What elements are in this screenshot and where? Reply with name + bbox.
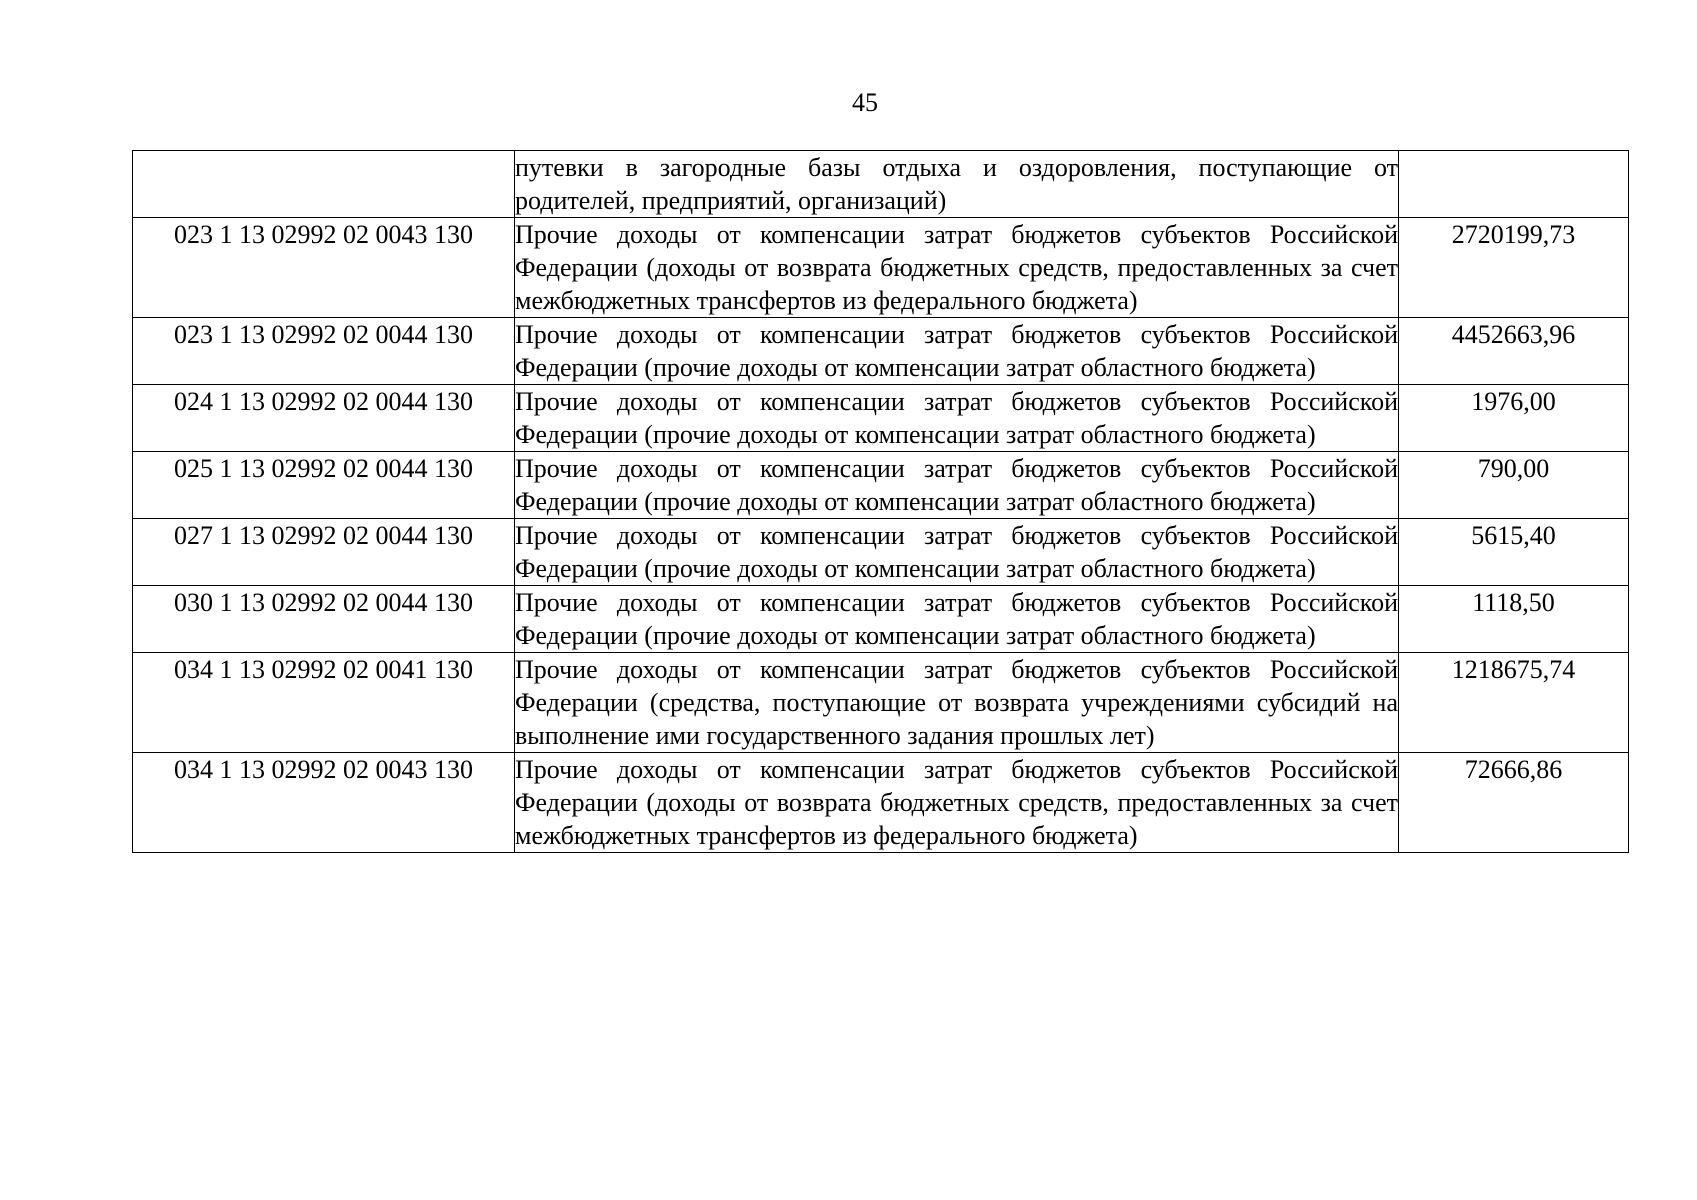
- description-cell: Прочие доходы от компенсации затрат бюджетов субъектов Российской Федерации (прочие доходы от компенсации затрат областного бюджета): [515, 385, 1399, 452]
- amount-cell: 4452663,96: [1399, 318, 1629, 385]
- table-row: [133, 452, 1629, 519]
- description-cell: Прочие доходы от компенсации затрат бюджетов субъектов Российской Федерации (прочие доходы от компенсации затрат областного бюджета): [515, 519, 1399, 586]
- description-cell: Прочие доходы от компенсации затрат бюджетов субъектов Российской Федерации (прочие доходы от компенсации затрат областного бюджета): [515, 318, 1399, 385]
- description-cell: Прочие доходы от компенсации затрат бюджетов субъектов Российской Федерации (средства, поступающие от возврата учреждениями субсидий на выполнение ими государственного задания прошлых лет): [515, 653, 1399, 753]
- table-row: [133, 653, 1629, 753]
- budget-code-cell: 034 1 13 02992 02 0041 130: [133, 653, 515, 753]
- amount-cell: 1218675,74: [1399, 653, 1629, 753]
- description-cell: Прочие доходы от компенсации затрат бюджетов субъектов Российской Федерации (доходы от возврата бюджетных средств, предоставленных за счет межбюджетных трансфертов из федерального бюджета): [515, 753, 1399, 853]
- description-cell: Прочие доходы от компенсации затрат бюджетов субъектов Российской Федерации (прочие доходы от компенсации затрат областного бюджета): [515, 586, 1399, 653]
- table-row: [133, 318, 1629, 385]
- amount-cell: [1399, 151, 1629, 218]
- table-row: [133, 218, 1629, 318]
- budget-code-cell: 025 1 13 02992 02 0044 130: [133, 452, 515, 519]
- amount-cell: 790,00: [1399, 452, 1629, 519]
- table-row: [133, 519, 1629, 586]
- description-cell: Прочие доходы от компенсации затрат бюджетов субъектов Российской Федерации (прочие доходы от компенсации затрат областного бюджета): [515, 452, 1399, 519]
- table-row: [133, 151, 1629, 218]
- amount-cell: 2720199,73: [1399, 218, 1629, 318]
- amount-cell: 72666,86: [1399, 753, 1629, 853]
- page-number: 45: [852, 88, 878, 117]
- description-cell: путевки в загородные базы отдыха и оздоровления, поступающие от родителей, предприятий, организаций): [515, 151, 1399, 218]
- budget-code-cell: [133, 151, 515, 218]
- table-row: [133, 385, 1629, 452]
- budget-code-cell: 023 1 13 02992 02 0043 130: [133, 218, 515, 318]
- budget-table: [132, 150, 1629, 853]
- budget-code-cell: 027 1 13 02992 02 0044 130: [133, 519, 515, 586]
- description-cell: Прочие доходы от компенсации затрат бюджетов субъектов Российской Федерации (доходы от возврата бюджетных средств, предоставленных за счет межбюджетных трансфертов из федерального бюджета): [515, 218, 1399, 318]
- budget-code-cell: 024 1 13 02992 02 0044 130: [133, 385, 515, 452]
- budget-code-cell: 034 1 13 02992 02 0043 130: [133, 753, 515, 853]
- amount-cell: 1976,00: [1399, 385, 1629, 452]
- amount-cell: 5615,40: [1399, 519, 1629, 586]
- table-row: [133, 586, 1629, 653]
- table-row: [133, 753, 1629, 853]
- amount-cell: 1118,50: [1399, 586, 1629, 653]
- budget-code-cell: 030 1 13 02992 02 0044 130: [133, 586, 515, 653]
- budget-code-cell: 023 1 13 02992 02 0044 130: [133, 318, 515, 385]
